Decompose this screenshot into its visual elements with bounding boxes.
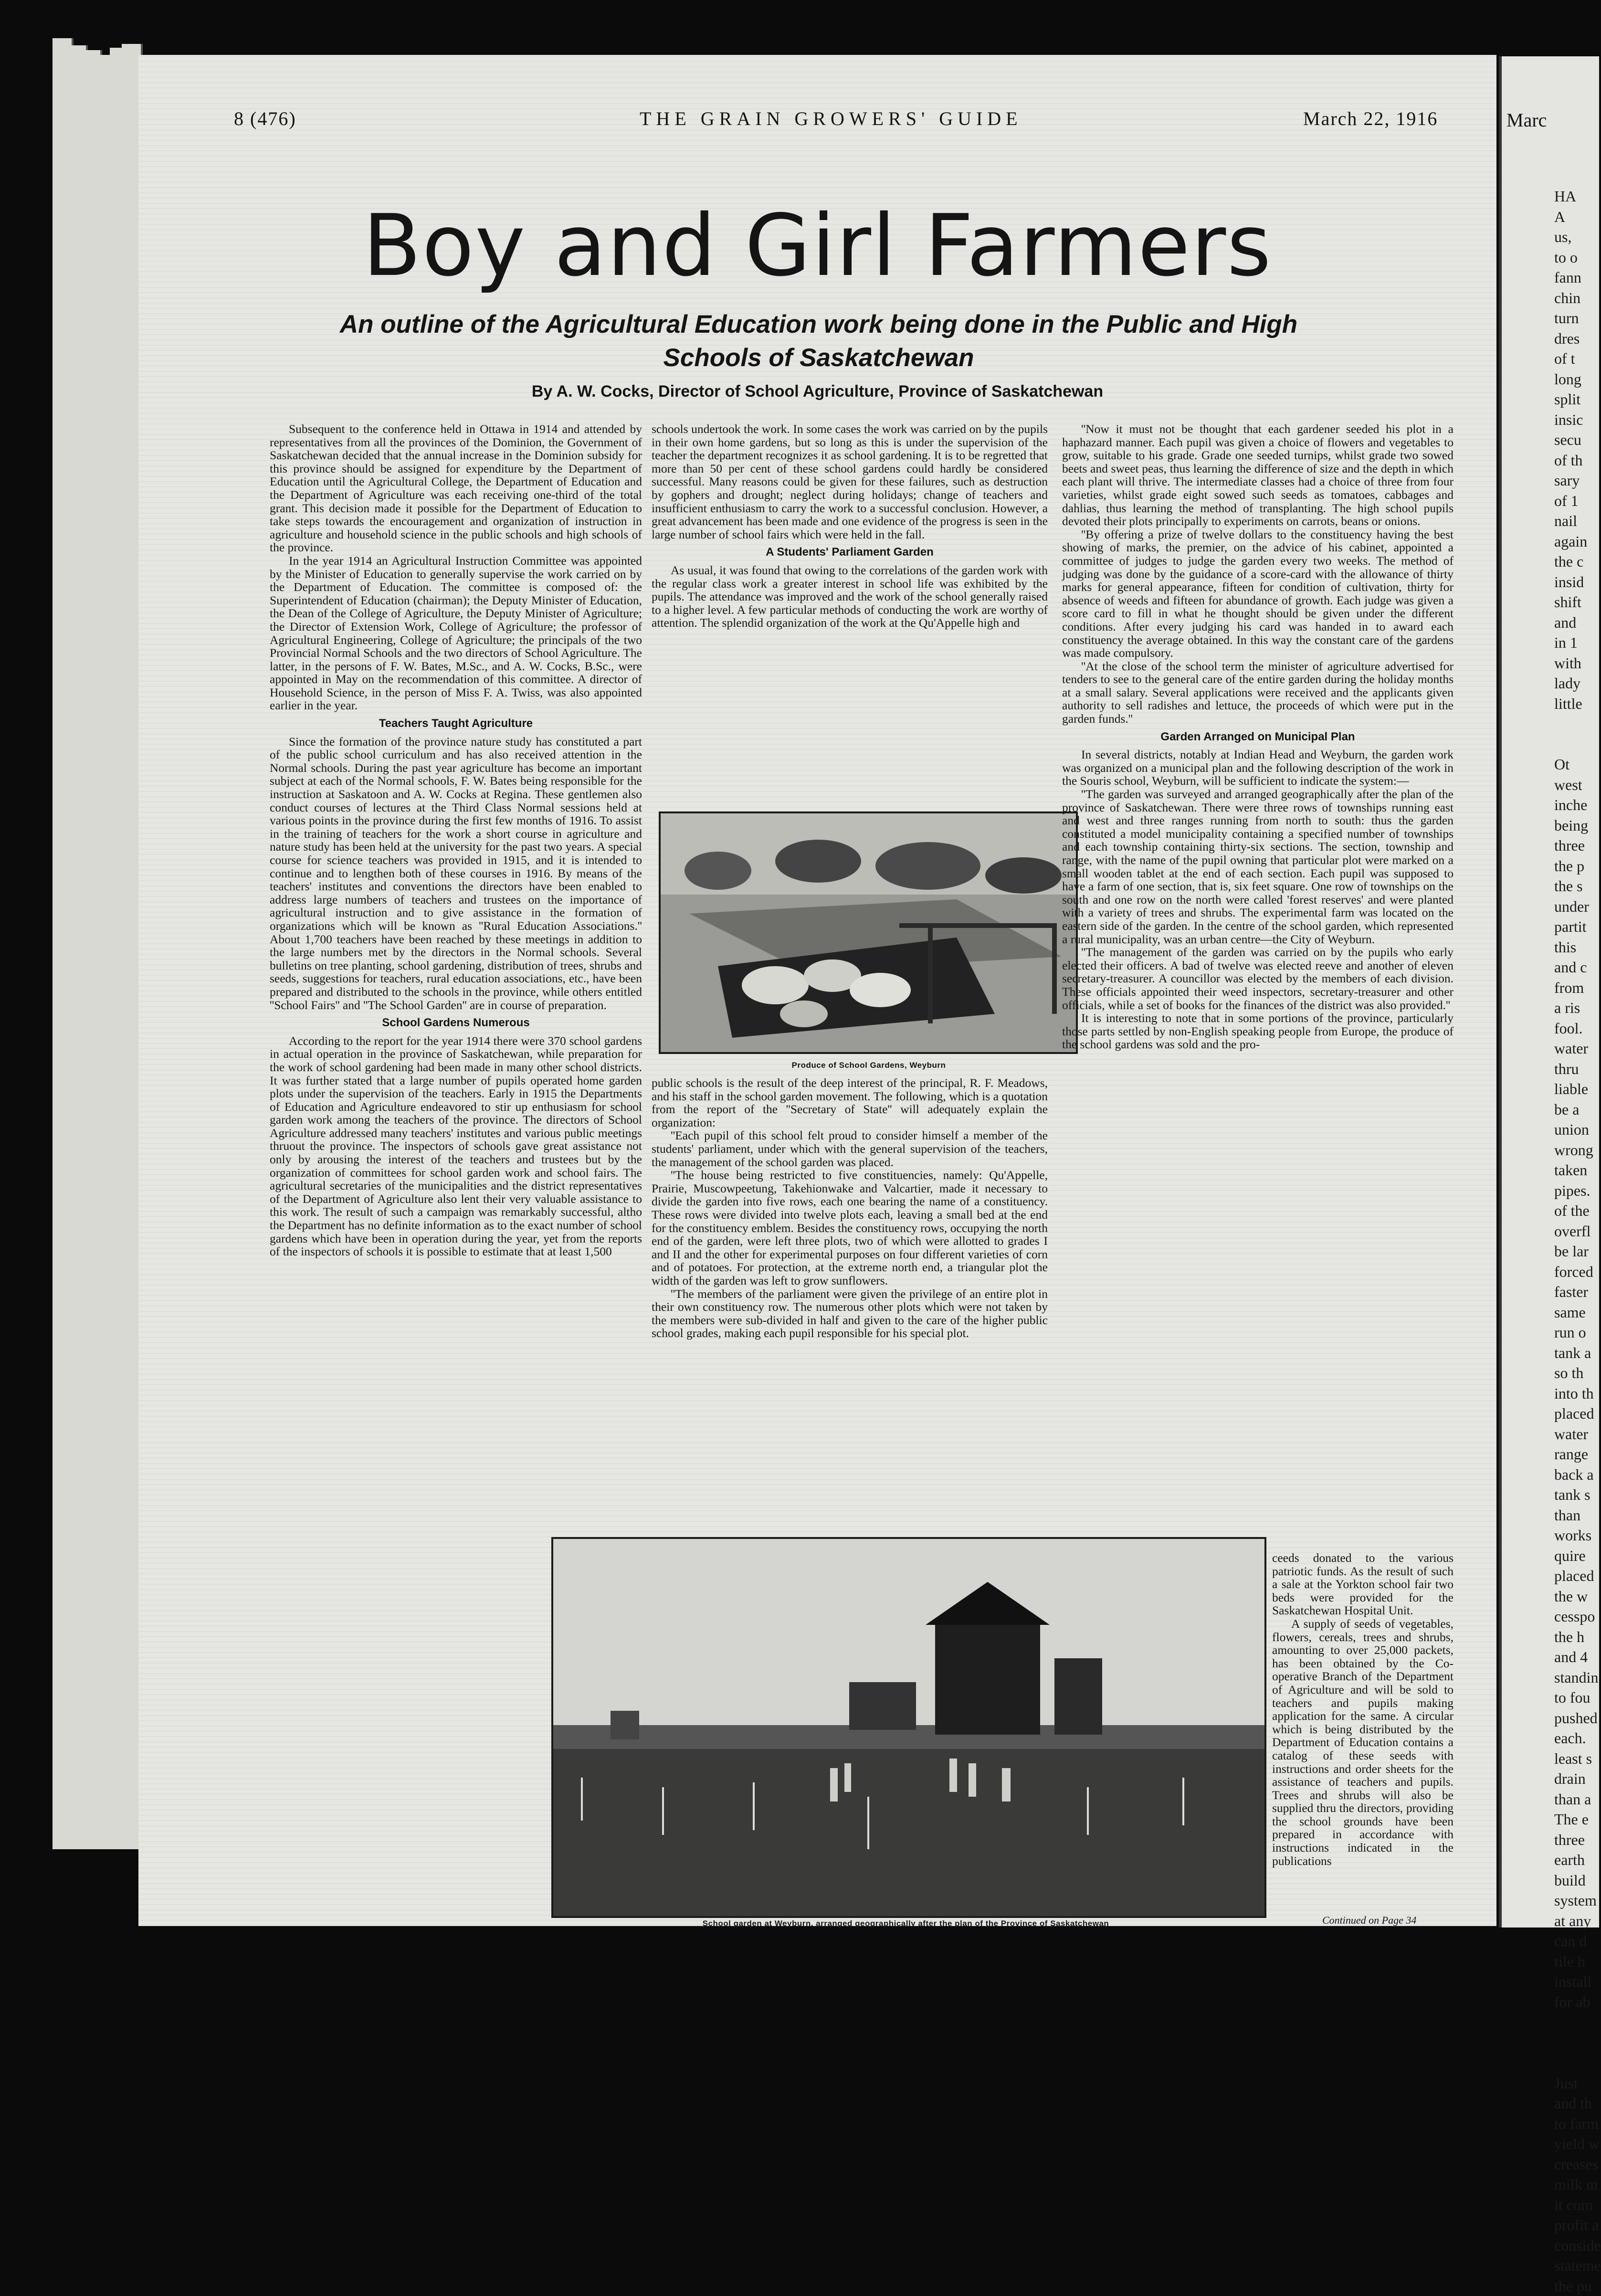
section-heading: Garden Arranged on Municipal Plan bbox=[1062, 730, 1454, 744]
adjacent-page-line: water bbox=[1554, 1424, 1599, 1444]
paragraph: ''The management of the garden was carried on by the pupils who early elected their officers. A bad of twelve was elected reeve and another of eleven secretary-treasurer. A councillor was elected by the members of each division. These officials appointed their weed inspectors, secretary-treasurer and other officials, while a set of books for the finances of the district was also provided.'' bbox=[1062, 946, 1454, 1011]
adjacent-page-line: this bbox=[1554, 937, 1599, 958]
adjacent-page-line: each. bbox=[1554, 1728, 1599, 1748]
adjacent-page-line: sary bbox=[1554, 470, 1599, 491]
adjacent-page-line: works bbox=[1554, 1525, 1599, 1546]
photo-school-garden bbox=[551, 1537, 1266, 1918]
adjacent-page-line: forced bbox=[1554, 1262, 1599, 1282]
paragraph: As usual, it was found that owing to the correlations of the garden work with the regular class work a greater interest in school life was exhibited by the pupils. The attendance was improved and the work of the school generally raised to a higher level. A few particular methods of conducting the work are worthy of attention. The splendid organization of the work at the Qu'Appelle high and bbox=[652, 564, 1048, 630]
adjacent-page-line bbox=[1554, 2053, 1599, 2073]
adjacent-page-line: wrong bbox=[1554, 1140, 1599, 1160]
newspaper-page bbox=[138, 55, 1496, 1926]
adjacent-page-line: being bbox=[1554, 815, 1599, 836]
adjacent-page-line: split bbox=[1554, 389, 1599, 410]
adjacent-page-line: and bbox=[1554, 612, 1599, 633]
adjacent-page-line: HA bbox=[1554, 186, 1599, 207]
adjacent-page-line: three bbox=[1554, 1830, 1599, 1850]
adjacent-page-line: same bbox=[1554, 1302, 1599, 1323]
adjacent-page-line: tile h bbox=[1554, 1951, 1599, 1972]
paragraph: schools undertook the work. In some cases the work was carried on by the pupils in their own home gardens, but so long as this is under the supervision of the teacher the department recognizes it as school gardening. It is to be regretted that more than 50 per cent of these school gardens could hardly be considered successful. Many reasons could be given for these failures, such as destruction by gophers and drought; neglect during holidays; change of teachers and insufficient enthusiasm to carry the work to a successful conclusion. However, a great advancement has been made and one evidence of the progress is seen in the large number of school fairs which were held in the fall. bbox=[652, 422, 1048, 541]
adjacent-page-line: the w bbox=[1554, 1586, 1599, 1607]
adjacent-page-line: turn bbox=[1554, 308, 1599, 328]
continued-note: Continued on Page 34 bbox=[1322, 1914, 1416, 1927]
adjacent-page-line: than a bbox=[1554, 1789, 1599, 1810]
adjacent-page-line: standin bbox=[1554, 1667, 1599, 1688]
adjacent-page-line: can d bbox=[1554, 1931, 1599, 1951]
adjacent-page-line: Just bbox=[1554, 2073, 1599, 2094]
adjacent-page-line: long bbox=[1554, 369, 1599, 390]
adjacent-page-line bbox=[1554, 2012, 1599, 2033]
adjacent-page-line: thru bbox=[1554, 1059, 1599, 1079]
adjacent-page-line bbox=[1554, 2033, 1599, 2053]
paragraph: In several districts, notably at Indian Head and Weyburn, the garden work was organized on a municipal plan and the following description of the work in the Souris school, Weyburn, will be sufficient to indicate the system:— bbox=[1062, 748, 1454, 788]
adjacent-page-line: placed bbox=[1554, 1566, 1599, 1586]
section-heading: Teachers Taught Agriculture bbox=[270, 717, 642, 730]
adjacent-page-line: of t bbox=[1554, 348, 1599, 369]
adjacent-page-line: pushed bbox=[1554, 1708, 1599, 1728]
adjacent-page-line: Ot bbox=[1554, 754, 1599, 775]
adjacent-page-line: pipes. bbox=[1554, 1180, 1599, 1201]
paragraph: A supply of seeds of vegetables, flowers, cereals, trees and shrubs, amounting to over 25,000 packets, has been obtained by the Co-operative Branch of the Department of Agriculture and will be sold to teachers and pupils making application for the same. A circular which is being distributed by the Department of Education contains a catalog of these seeds with instructions and order sheets for the assistance of teachers and pupils. Trees and shrubs will also be supplied thru the directors, providing the school grounds have been prepared in accordance with instructions indicated in the publications bbox=[1272, 1617, 1454, 1867]
adjacent-page-line: yield w bbox=[1554, 2134, 1599, 2154]
adjacent-page-line: little bbox=[1554, 694, 1599, 714]
adjacent-page-line: partit bbox=[1554, 916, 1599, 937]
adjacent-page-line: water bbox=[1554, 1038, 1599, 1059]
section-heading: School Gardens Numerous bbox=[270, 1016, 642, 1030]
adjacent-page-line: the pu bbox=[1554, 2276, 1599, 2296]
adjacent-page-line: of 1 bbox=[1554, 491, 1599, 511]
adjacent-page-line: creases bbox=[1554, 2154, 1599, 2175]
column-2-top bbox=[652, 422, 1048, 776]
adjacent-page-line: and c bbox=[1554, 957, 1599, 978]
adjacent-page-line: a ris bbox=[1554, 998, 1599, 1018]
running-head bbox=[138, 107, 1496, 136]
article-subtitle: An outline of the Agricultural Education work being done in the Public and High Schools of Saskatchewan bbox=[329, 308, 1308, 375]
adjacent-page-line: at any bbox=[1554, 1911, 1599, 1931]
adjacent-page-line: insid bbox=[1554, 572, 1599, 592]
adjacent-page-line: install bbox=[1554, 1971, 1599, 1992]
adjacent-page-line: tank s bbox=[1554, 1485, 1599, 1505]
adjacent-page-line: faster bbox=[1554, 1282, 1599, 1302]
adjacent-page-line: to fou bbox=[1554, 1687, 1599, 1708]
adjacent-page-line: build bbox=[1554, 1870, 1599, 1891]
publication-title: THE GRAIN GROWERS' GUIDE bbox=[640, 107, 1022, 130]
adjacent-page-line: placed bbox=[1554, 1403, 1599, 1424]
section-heading: A Students' Parliament Garden bbox=[652, 546, 1048, 559]
photo-produce bbox=[659, 811, 1078, 1054]
adjacent-page-line: least s bbox=[1554, 1748, 1599, 1769]
adjacent-page-line: shift bbox=[1554, 592, 1599, 612]
column-3 bbox=[1062, 422, 1454, 1554]
adjacent-page-line: than bbox=[1554, 1505, 1599, 1526]
adjacent-page-line: cesspo bbox=[1554, 1606, 1599, 1627]
adjacent-page-line: dres bbox=[1554, 328, 1599, 349]
adjacent-page-line: of the bbox=[1554, 1201, 1599, 1221]
paragraph: According to the report for the year 1914 there were 370 school gardens in actual operation in the province of Saskatchewan, while preparation for the work of school gardening had been made in many other school districts. It was further stated that a large number of pupils operated home garden plots under the supervision of the teachers. Early in 1915 the Departments of Education and Agriculture endeavored to stir up enthusiasm for school garden work among the teachers of the province. The directors of School Agriculture addressed many teachers' institutes and various public meetings thruout the province. The inspectors of schools gave great assistance not only by arousing the interest of the teachers and trustees but by the organization of committees for school garden work and school fairs. The agricultural secretaries of the municipalities and the district representatives of the Department of Agriculture also lent their very valuable assistance to this work. The result of such a campaign was remarkably successful, altho the Department has no definite information as to the exact number of school gardens which have been in operation during the year, yet from the reports of the inspectors of schools it is possible to estimate that at least 1,500 bbox=[270, 1034, 642, 1258]
adjacent-page-line: back a bbox=[1554, 1464, 1599, 1485]
adjacent-page-line: the h bbox=[1554, 1627, 1599, 1647]
adjacent-page-line: with bbox=[1554, 653, 1599, 674]
paragraph: ''At the close of the school term the minister of agriculture advertised for tenders to see to the general care of the entire garden during the holiday months at a small salary. Several applications were received and the applicants given authority to sell radishes and lettuce, the proceeds of which were put in the garden funds.'' bbox=[1062, 660, 1454, 726]
adjacent-page-line: west bbox=[1554, 775, 1599, 795]
paragraph: ''The garden was surveyed and arranged geographically after the plan of the province of Saskatchewan. There were three rows of townships running east and west and three ranges running from north to south: thus the garden constituted a model municipality containing a specified number of townships and each township containing thirty-six sections. The section, township and range, with the name of the pupil owning that particular plot were marked on a small wooden tablet at the end of each section. Each pupil was supposed to have a farm of one section, that is, six feet square. One row of townships on the south and one row on the north were called 'forest reserves' and were planted with a variety of trees and shrubs. The experimental farm was located on the eastern side of the garden. In the centre of the school garden, which represented a rural municipality, was an urban centre—the City of Weyburn. bbox=[1062, 788, 1454, 946]
adjacent-page-line: earth bbox=[1554, 1850, 1599, 1870]
adjacent-page-line: the s bbox=[1554, 876, 1599, 896]
adjacent-page-line: quire bbox=[1554, 1546, 1599, 1566]
adjacent-page-line: The e bbox=[1554, 1809, 1599, 1830]
paragraph: ''Each pupil of this school felt proud to consider himself a member of the students' parliament, under which with the general supervision of the teachers, the management of the school garden was placed. bbox=[652, 1129, 1048, 1169]
adjacent-page-line: inche bbox=[1554, 795, 1599, 815]
adjacent-page-text bbox=[1502, 146, 1599, 2296]
adjacent-page bbox=[1499, 56, 1599, 1927]
column-3-lower bbox=[1272, 1551, 1454, 1924]
article-headline: Boy and Girl Farmers bbox=[138, 198, 1496, 294]
adjacent-page-line: from bbox=[1554, 978, 1599, 998]
adjacent-page-line: secu bbox=[1554, 430, 1599, 450]
adjacent-page-line: drain bbox=[1554, 1769, 1599, 1789]
issue-date: March 22, 1916 bbox=[1303, 107, 1438, 130]
adjacent-page-line: to o bbox=[1554, 247, 1599, 268]
adjacent-page-line: so th bbox=[1554, 1363, 1599, 1383]
adjacent-page-line: chin bbox=[1554, 288, 1599, 308]
column-2-bottom bbox=[652, 1076, 1048, 1563]
adjacent-page-line: tank a bbox=[1554, 1343, 1599, 1363]
adjacent-page-header: Marc bbox=[1506, 109, 1599, 131]
adjacent-page-line: fann bbox=[1554, 267, 1599, 288]
adjacent-page-line: liable bbox=[1554, 1079, 1599, 1099]
adjacent-page-line: in 1 bbox=[1554, 632, 1599, 653]
adjacent-page-line: us, bbox=[1554, 227, 1599, 247]
adjacent-page-line: insic bbox=[1554, 410, 1599, 430]
adjacent-page-line: three bbox=[1554, 835, 1599, 856]
paragraph: ''Now it must not be thought that each gardener seeded his plot in a haphazard manner. Each pupil was given a choice of flowers and vegetables to grow, suitable to his grade. Grade one seeded turnips, whilst grade two sowed beets and sweet peas, thus learning the difference of size and the depth in which each plant will thrive. The intermediate classes had a choice of three from four varieties, whilst grade eight sowed such seeds as tomatoes, cabbages and dahlias, thus learning the method of transplanting. The high school pupils devoted their plots principally to experiments on carrots, beans or onions. bbox=[1062, 422, 1454, 528]
adjacent-page-line: union bbox=[1554, 1119, 1599, 1140]
adjacent-page-line: system bbox=[1554, 1890, 1599, 1911]
adjacent-page-line: and 4 bbox=[1554, 1647, 1599, 1667]
article-byline: By A. W. Cocks, Director of School Agriculture, Province of Saskatchewan bbox=[138, 382, 1496, 401]
column-1 bbox=[270, 422, 642, 1570]
adjacent-page-line: fool. bbox=[1554, 1018, 1599, 1039]
adjacent-page-line: lady bbox=[1554, 673, 1599, 694]
adjacent-page-line bbox=[1554, 734, 1599, 755]
adjacent-page-line: under bbox=[1554, 896, 1599, 917]
adjacent-page-line: milk m bbox=[1554, 2174, 1599, 2195]
paragraph: public schools is the result of the deep interest of the principal, R. F. Meadows, and his staff in the school garden movement. The following, which is a quotation from the report of the ''Secretary of State'' will adequately explain the organization: bbox=[652, 1076, 1048, 1129]
adjacent-page-line: range bbox=[1554, 1444, 1599, 1464]
adjacent-page-line: to farm bbox=[1554, 2114, 1599, 2134]
paragraph: In the year 1914 an Agricultural Instruction Committee was appointed by the Minister of Education to generally supervise the work carried on by the Department of Education. The committee is composed of: the Superintendent of Education (chairman); the Deputy Minister of Education, the Dean of the College of Agriculture, the Deputy Minister of Agriculture; the Director of Extension Work, College of Agriculture; the professor of Agricultural Engineering, College of Agriculture; the principals of the two Provincial Normal Schools and the two directors of School Agriculture. The latter, in the persons of F. W. Bates, M.Sc., and A. W. Cocks, B.Sc., were appointed in May on the recommendation of this committee. A director of Household Science, in the person of Miss F. A. Twiss, was also appointed earlier in the year. bbox=[270, 554, 642, 712]
adjacent-page-line: nail bbox=[1554, 511, 1599, 531]
paragraph: ceeds donated to the various patriotic funds. As the result of such a sale at the Yorkton school fair two beds were provided for the Saskatchewan Hospital Unit. bbox=[1272, 1551, 1454, 1617]
adjacent-page-line: profit a bbox=[1554, 2215, 1599, 2235]
adjacent-page-line: into th bbox=[1554, 1383, 1599, 1404]
adjacent-page-line bbox=[1554, 166, 1599, 187]
adjacent-page-line: conside bbox=[1554, 2235, 1599, 2256]
page-number: 8 (476) bbox=[234, 107, 296, 130]
adjacent-page-line: A bbox=[1554, 207, 1599, 227]
adjacent-page-line: run o bbox=[1554, 1322, 1599, 1343]
adjacent-page-line: of th bbox=[1554, 450, 1599, 471]
adjacent-page-line: again bbox=[1554, 531, 1599, 552]
adjacent-page-line: it com bbox=[1554, 2195, 1599, 2215]
paragraph: It is interesting to note that in some portions of the province, particularly those parts settled by non-English speaking people from Europe, the produce of the school gardens was sold and the pro- bbox=[1062, 1011, 1454, 1051]
adjacent-page-line: the p bbox=[1554, 856, 1599, 876]
adjacent-page-line bbox=[1554, 714, 1599, 734]
photo-caption: Produce of School Gardens, Weyburn bbox=[659, 1061, 1079, 1070]
paragraph: ''The members of the parliament were given the privilege of an entire plot in their own constituency row. The numerous other plots which were not taken by the members were sub-divided in half and given to the care of the higher public school grades, making each pupil responsible for his special plot. bbox=[652, 1287, 1048, 1340]
adjacent-page-line: for ab bbox=[1554, 1992, 1599, 2012]
adjacent-page-line: be lar bbox=[1554, 1241, 1599, 1262]
adjacent-page-line: overfl bbox=[1554, 1221, 1599, 1242]
paragraph: Since the formation of the province nature study has constituted a part of the public school curriculum and has also received attention in the Normal schools. During the past year agriculture has become an important subject at each of the Normal schools, F. W. Bates being responsible for the instruction at Saskatoon and A. W. Cocks at Regina. These gentlemen also conduct courses of lectures at the Third Class Normal sessions held at various points in the province during the first few months of 1916. To assist in the training of teachers for the work a short course in agriculture and nature study has been held at the university for the past two years. A special course for science teachers was provided in 1915, and it is intended to continue and to lengthen both of these courses in 1916. By means of the teachers' institutes and conventions the directors have been enabled to address large numbers of teachers and trustees on the importance of agricultural instruction and to give assistance in the formation of organizations which will be known as ''Rural Education Associations.'' About 1,700 teachers have been reached by these meetings in addition to the large numbers met by the directors in the Normal schools. Several bulletins on tree planting, school gardening, distribution of trees, shrubs and seeds, suggestions for teachers, rural education associations, etc., have been prepared and distributed to the schools in the province, while others entitled ''School Fairs'' and ''The School Garden'' are in course of preparation. bbox=[270, 735, 642, 1011]
photo-caption: School garden at Weyburn, arranged geographically after the plan of the Province of Saskatchewan bbox=[551, 1919, 1260, 1928]
paragraph: Subsequent to the conference held in Ottawa in 1914 and attended by representatives from all the provinces of the Dominion, the Government of Saskatchewan decided that the annual increase in the Dominion subsidy for this province should be assigned for expenditure by the Department of Education until the Agricultural College, the Department of Education and the Department of Agriculture was each receiving one-third of the total grant. This decision made it possible for the Department of Education to take steps towards the encouragement and organization of instruction in agriculture and household science in the public schools and high schools of the province. bbox=[270, 422, 642, 554]
adjacent-page-line bbox=[1554, 146, 1599, 166]
adjacent-page-line: stateme bbox=[1554, 2255, 1599, 2276]
paragraph: ''By offering a prize of twelve dollars to the constituency having the best showing of marks, the premier, on the advice of his cabinet, appointed a committee of judges to judge the garden every two weeks. The method of judging was done by the guidance of a score-card with the allowance of thirty marks for general appearance, fifteen for condition of cultivation, thirty for absence of weeds and fifteen for abundance of growth. Each judge was given a score card to fill in what he thought should be given under the different conditions. After every judging his card was handed in to award each constituency the average obtained. In this way the constant care of the gardens was made compulsory. bbox=[1062, 528, 1454, 660]
adjacent-page-line: and th bbox=[1554, 2093, 1599, 2114]
paragraph: ''The house being restricted to five constituencies, namely: Qu'Appelle, Prairie, Muscowpeetung, Takehionwake and Valcartier, made it necessary to divide the garden into five rows, each one bearing the name of a constituency. These rows were divided into twelve plots each, leaving a small bed at the end for the constituency emblem. Besides the constituency rows, occupying the north end of the garden, were left three plots, two of which were allotted to grades I and II and the other for experimental purposes on four different varieties of corn and of potatoes. For protection, at the extreme north end, a triangular plot the width of the garden was left to grow sunflowers. bbox=[652, 1169, 1048, 1287]
adjacent-page-line: be a bbox=[1554, 1099, 1599, 1120]
adjacent-page-line: taken bbox=[1554, 1160, 1599, 1180]
adjacent-page-line: the c bbox=[1554, 551, 1599, 572]
